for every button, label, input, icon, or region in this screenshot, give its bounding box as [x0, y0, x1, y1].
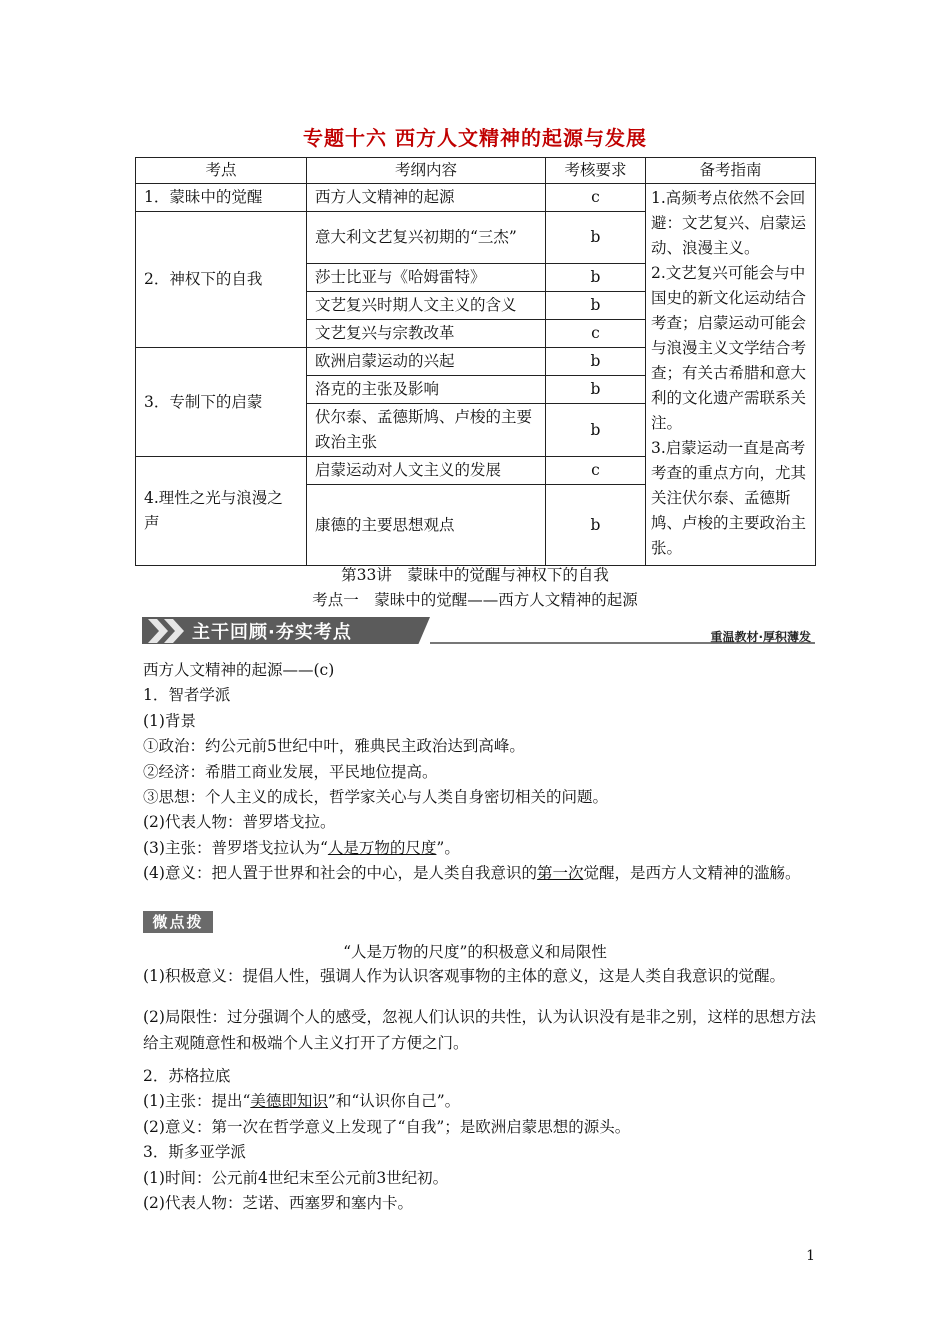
section-banner: [142, 617, 815, 649]
content-cell: 欧洲启蒙运动的兴起: [307, 348, 546, 376]
requirement-cell: b: [546, 292, 646, 320]
tip-title: “人是万物的尺度”的积极意义和局限性: [343, 943, 607, 961]
tip-badge: 微点拨: [143, 911, 213, 933]
stoics-time: (1)时间：公元前4世纪末至公元前3世纪初。: [143, 1168, 449, 1187]
content-cell: 启蒙运动对人文主义的发展: [307, 457, 546, 485]
topic-cell: 3．专制下的启蒙: [136, 348, 307, 457]
sophists-representative: (2)代表人物：普罗塔戈拉。: [143, 813, 336, 832]
header-topic: 考点: [136, 158, 307, 184]
requirement-cell: b: [546, 264, 646, 292]
socrates-significance: (2)意义：第一次在哲学意义上发现了“自我”；是欧洲启蒙思想的源头。: [143, 1117, 631, 1136]
lecture-title: 第33讲 蒙昧中的觉醒与神权下的自我: [341, 566, 609, 584]
content-cell: 文艺复兴与宗教改革: [307, 320, 546, 348]
background-economy: ②经济：希腊工商业发展，平民地位提高。: [143, 762, 438, 781]
requirement-cell: b: [546, 348, 646, 376]
content-cell: 莎士比亚与《哈姆雷特》: [307, 264, 546, 292]
guide-point-3: 3.启蒙运动一直是高考考查的重点方向，尤其关注伏尔泰、孟德斯鸠、卢梭的主要政治主张。: [651, 439, 807, 557]
topic-cell: 1．蒙昧中的觉醒: [136, 184, 307, 212]
requirement-cell: b: [546, 376, 646, 404]
stoics-heading: 3．斯多亚学派: [143, 1143, 246, 1162]
topic-cell: 4.理性之光与浪漫之声: [136, 457, 307, 566]
content-cell: 洛克的主张及影响: [307, 376, 546, 404]
content-cell: 西方人文精神的起源: [307, 184, 546, 212]
later-body: [143, 1064, 818, 1216]
requirement-cell: b: [546, 485, 646, 566]
socrates-heading: 2．苏格拉底: [143, 1067, 231, 1085]
guide-point-2: 2.文艺复兴可能会与中国史的新文化运动结合考查；启蒙运动可能会与浪漫主义文学结合考查；有关古希腊和意大利的文化遗产需联系关注。: [651, 264, 807, 432]
exam-guide-cell: [646, 184, 816, 566]
content-cell: 伏尔泰、孟德斯鸠、卢梭的主要政治主张: [307, 404, 546, 457]
claim-suffix: ”。: [436, 838, 460, 857]
page-number: 1: [806, 1248, 815, 1264]
requirement-cell: b: [546, 212, 646, 264]
tip-positive: (1)积极意义：提倡人性，强调人作为认识客观事物的主体的意义，这是人类自我意识的觉醒。: [143, 967, 785, 985]
background-thought: ③思想：个人主义的成长，哲学家关心与人类自身密切相关的问题。: [143, 788, 609, 807]
content-cell: 康德的主要思想观点: [307, 485, 546, 566]
origin-heading: 西方人文精神的起源——(c): [143, 661, 335, 679]
requirement-cell: c: [546, 457, 646, 485]
requirement-cell: c: [546, 320, 646, 348]
syllabus-table: [135, 157, 816, 566]
table-row: [136, 184, 816, 212]
stoics-representatives: (2)代表人物：芝诺、西塞罗和塞内卡。: [143, 1194, 413, 1213]
header-requirement: 考核要求: [546, 158, 646, 184]
background-politics: ①政治：约公元前5世纪中叶，雅典民主政治达到高峰。: [143, 737, 525, 756]
header-guide: 备考指南: [646, 158, 816, 184]
significance-suffix: 觉醒，是西方人文精神的滥觞。: [583, 864, 801, 883]
banner-subtitle: 重温教材·厚积薄发: [710, 630, 811, 644]
claim-prefix: (1)主张：提出“: [143, 1092, 251, 1111]
socrates-claim: [143, 1089, 818, 1114]
sophists-heading: 1．智者学派: [143, 686, 231, 705]
main-body: [143, 658, 818, 887]
claim-underlined: 人是万物的尺度: [327, 838, 437, 857]
header-content: 考纲内容: [307, 158, 546, 184]
section-title: 考点一 蒙昧中的觉醒——西方人文精神的起源: [312, 591, 638, 609]
guide-point-1: 1.高频考点依然不会回避：文艺复兴、启蒙运动、浪漫主义。: [651, 189, 807, 257]
significance-underlined: 第一次: [536, 864, 584, 883]
tip-body: [143, 964, 818, 1056]
claim-prefix: (3)主张：普罗塔戈拉认为“: [143, 838, 328, 857]
requirement-cell: b: [546, 404, 646, 457]
document-title: 专题十六 西方人文精神的起源与发展: [303, 126, 647, 150]
content-cell: 意大利文艺复兴初期的“三杰”: [307, 212, 546, 264]
background-heading: (1)背景: [143, 711, 196, 730]
requirement-cell: c: [546, 184, 646, 212]
sophists-significance: [143, 861, 818, 886]
content-cell: 文艺复兴时期人文主义的含义: [307, 292, 546, 320]
claim-suffix: ”和“认识你自己”。: [327, 1092, 461, 1111]
sophists-claim: [143, 836, 818, 861]
significance-prefix: (4)意义：把人置于世界和社会的中心，是人类自我意识的: [143, 864, 537, 883]
claim-underlined: 美德即知识: [250, 1092, 328, 1111]
banner-title: 主干回顾·夯实考点: [192, 622, 352, 643]
table-header-row: [136, 158, 816, 184]
topic-cell: 2．神权下的自我: [136, 212, 307, 348]
tip-limitation: (2)局限性：过分强调个人的感受，忽视人们认识的共性，认为认识没有是非之别，这样的思想方法给主观随意性和极端个人主义打开了方便之门。: [143, 1008, 816, 1052]
